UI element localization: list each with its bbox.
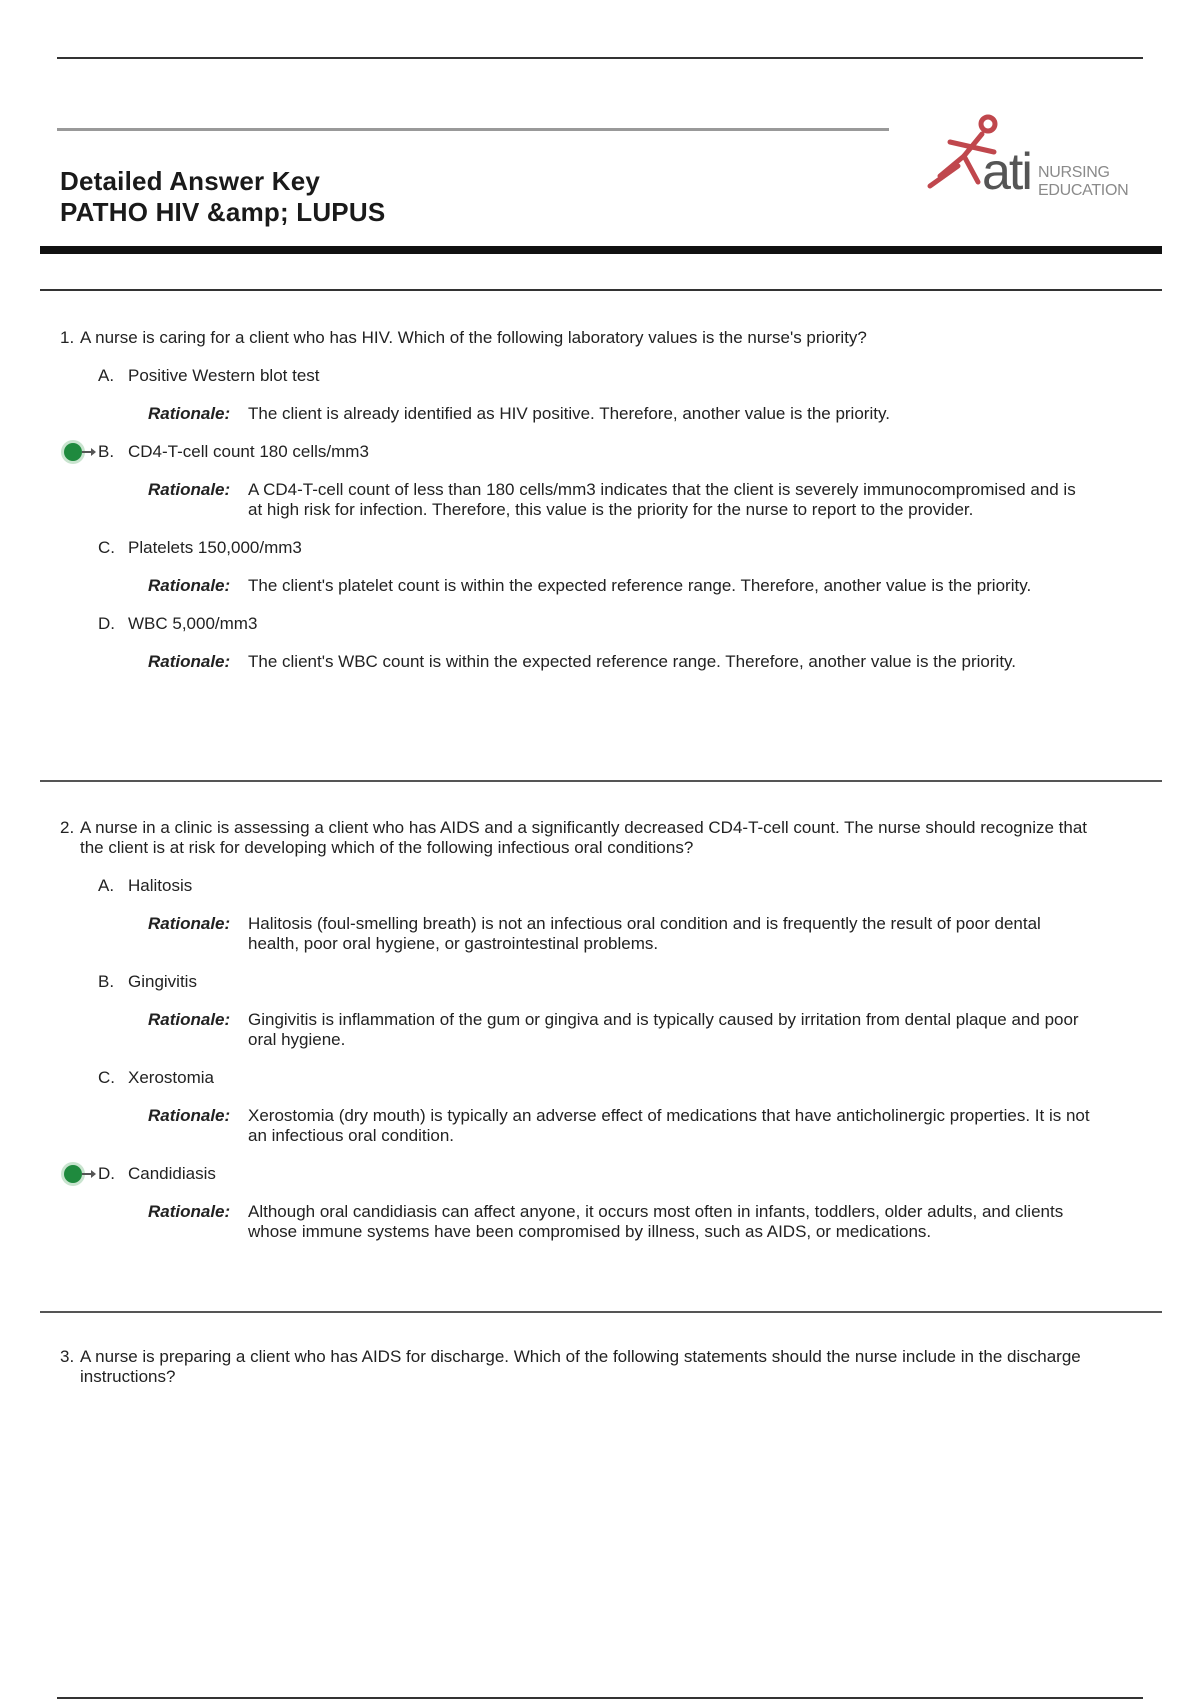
rationale-label: Rationale:	[148, 1202, 231, 1221]
rationale-text: The client is already identified as HIV positive. Therefore, another value is the priority.	[248, 404, 890, 423]
header-thin-divider	[40, 289, 1162, 291]
logo-subtitle	[1038, 164, 1128, 200]
rationale-text: A CD4-T-cell count of less than 180 cells/mm3 indicates that the client is severely immunocompromised and is at high risk for infection. Therefore, this value is the priority for the nurse to report to the provider.	[248, 480, 1076, 519]
question-stem	[60, 818, 1090, 858]
title-line-2: PATHO HIV &amp; LUPUS	[60, 197, 386, 227]
option-text: Positive Western blot test	[128, 366, 320, 385]
option-c	[98, 538, 1090, 558]
option-letter: B.	[98, 972, 115, 991]
logo-sub-line-2: EDUCATION	[1038, 182, 1129, 199]
rationale	[148, 1202, 1090, 1242]
option-text: Candidiasis	[128, 1164, 216, 1183]
rationale-text: Xerostomia (dry mouth) is typically an adverse effect of medications that have anticholinergic properties. It is not an infectious oral condition.	[248, 1106, 1090, 1145]
title-line-1: Detailed Answer Key	[60, 166, 321, 196]
question-divider	[40, 1311, 1162, 1313]
correct-answer-marker-icon	[62, 443, 98, 461]
question-number: 3.	[60, 1347, 75, 1366]
option-letter: C.	[98, 1068, 115, 1087]
rationale-text: The client's platelet count is within the expected reference range. Therefore, another value is the priority.	[248, 576, 1032, 595]
rationale-text: The client's WBC count is within the expected reference range. Therefore, another value is the priority.	[248, 652, 1017, 671]
option-letter: D.	[98, 614, 115, 633]
option-letter: A.	[98, 366, 115, 385]
option-text: Gingivitis	[128, 972, 197, 991]
page-title	[60, 166, 385, 228]
option-a	[98, 366, 1090, 386]
option-letter: C.	[98, 538, 115, 557]
header-thick-divider	[40, 246, 1162, 254]
rationale	[148, 652, 1090, 672]
option-text: Xerostomia	[128, 1068, 214, 1087]
question-number: 2.	[60, 818, 75, 837]
question-number: 1.	[60, 328, 75, 347]
question-stem	[60, 328, 1090, 348]
logo-sub-line-1: NURSING	[1038, 164, 1110, 181]
option-d	[98, 1164, 1090, 1184]
correct-answer-marker-icon	[62, 1165, 98, 1183]
rationale	[148, 914, 1090, 954]
option-letter: D.	[98, 1164, 115, 1183]
option-text: CD4-T-cell count 180 cells/mm3	[128, 442, 369, 461]
rationale-label: Rationale:	[148, 1010, 231, 1029]
rationale-label: Rationale:	[148, 1106, 231, 1125]
rationale-text: Halitosis (foul-smelling breath) is not an infectious oral condition and is frequently the result of poor dental health, poor oral hygiene, or gastrointestinal problems.	[248, 914, 1041, 953]
title-divider	[57, 128, 889, 131]
question-stem	[60, 1347, 1090, 1387]
option-letter: A.	[98, 876, 115, 895]
rationale-text: Gingivitis is inflammation of the gum or gingiva and is typically caused by irritation from dental plaque and poor oral hygiene.	[248, 1010, 1079, 1049]
rationale	[148, 1010, 1090, 1050]
ati-logo	[920, 112, 1140, 212]
option-b	[98, 442, 1090, 462]
option-a	[98, 876, 1090, 896]
rationale-label: Rationale:	[148, 404, 231, 423]
question-2	[60, 818, 1090, 1242]
rationale	[148, 1106, 1090, 1146]
rationale	[148, 480, 1090, 520]
rationale-label: Rationale:	[148, 652, 231, 671]
rationale-label: Rationale:	[148, 914, 231, 933]
logo-brand: ati	[982, 143, 1031, 201]
rationale-text: Although oral candidiasis can affect anyone, it occurs most often in infants, toddlers, older adults, and clients whose immune systems have been compromised by illness, such as AIDS, or medications.	[248, 1202, 1064, 1241]
rationale	[148, 576, 1090, 596]
question-text: A nurse is preparing a client who has AIDS for discharge. Which of the following statements should the nurse include in the discharge instructions?	[80, 1347, 1081, 1386]
option-text: Halitosis	[128, 876, 193, 895]
question-divider	[40, 780, 1162, 782]
option-letter: B.	[98, 442, 115, 461]
option-b	[98, 972, 1090, 992]
question-1	[60, 328, 1090, 672]
option-c	[98, 1068, 1090, 1088]
option-text: WBC 5,000/mm3	[128, 614, 258, 633]
top-divider	[57, 57, 1143, 59]
bottom-divider	[57, 1697, 1143, 1699]
option-text: Platelets 150,000/mm3	[128, 538, 302, 557]
question-3	[60, 1347, 1090, 1387]
rationale-label: Rationale:	[148, 576, 231, 595]
question-text: A nurse is caring for a client who has HIV. Which of the following laboratory values is the nurse's priority?	[80, 328, 867, 347]
option-d	[98, 614, 1090, 634]
rationale-label: Rationale:	[148, 480, 231, 499]
question-text: A nurse in a clinic is assessing a client who has AIDS and a significantly decreased CD4-T-cell count. The nurse should recognize that the client is at risk for developing which of the following infectious oral conditions?	[80, 818, 1088, 857]
rationale	[148, 404, 1090, 424]
